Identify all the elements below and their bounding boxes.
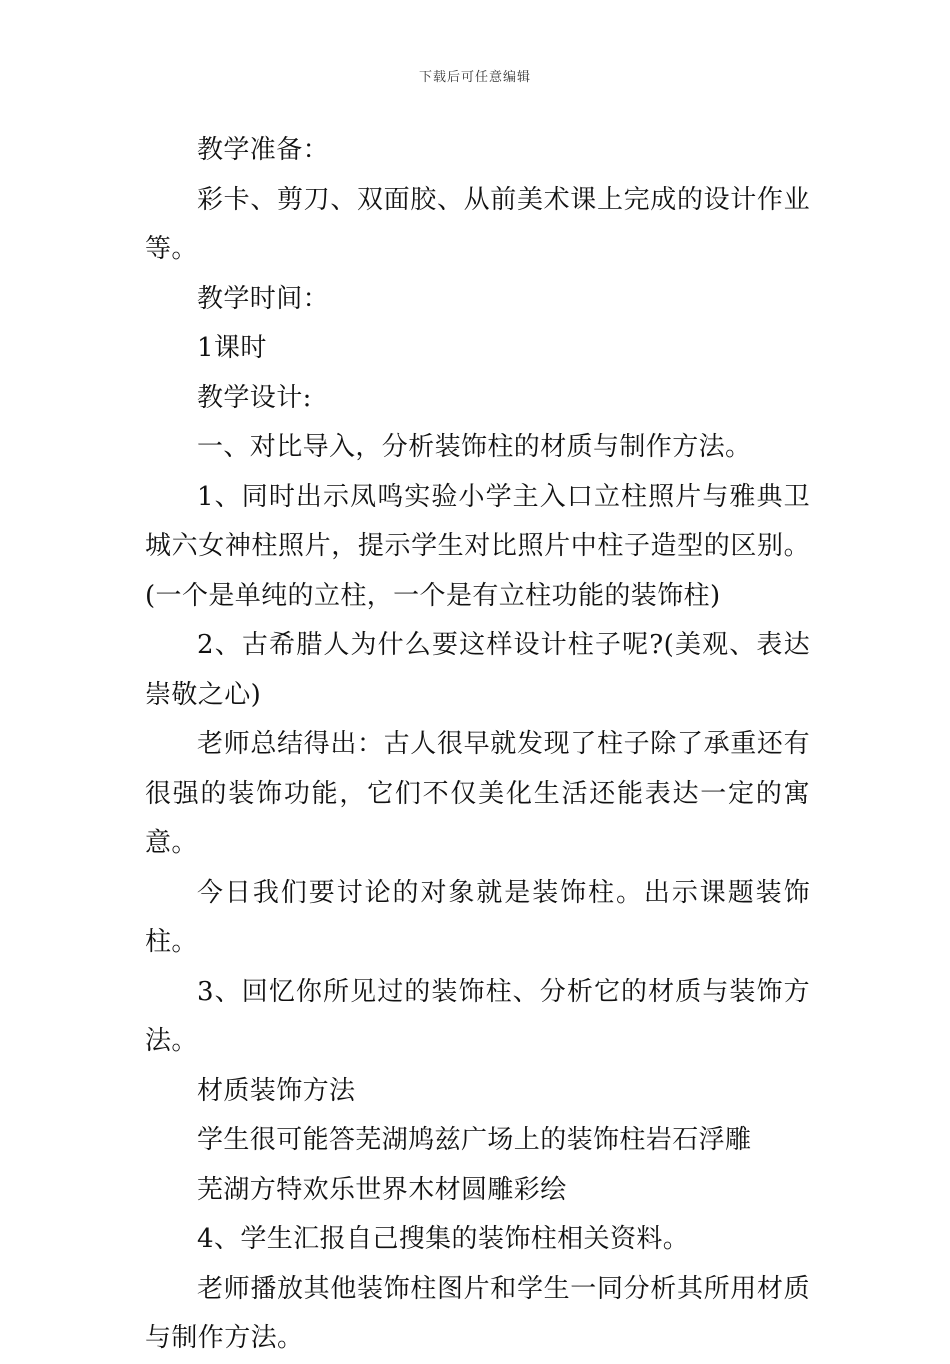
paragraph: 老师总结得出：古人很早就发现了柱子除了承重还有很强的装饰功能，它们不仅美化生活还能表达一定的寓意。 xyxy=(145,729,810,858)
paragraph: 2、古希腊人为什么要这样设计柱子呢?(美观、表达崇敬之心) xyxy=(145,630,810,710)
paragraph: 3、回忆你所见过的装饰柱、分析它的材质与装饰方法。 xyxy=(145,976,810,1056)
paragraph: 1课时 xyxy=(197,333,267,363)
paragraph: 彩卡、剪刀、双面胶、从前美术课上完成的设计作业等。 xyxy=(145,184,810,264)
paragraph: 1、同时出示凤鸣实验小学主入口立柱照片与雅典卫城六女神柱照片，提示学生对比照片中柱子造型的区别。(一个是单纯的立柱，一个是有立柱功能的装饰柱) xyxy=(145,481,810,611)
paragraph: 芜湖方特欢乐世界木材圆雕彩绘 xyxy=(197,1174,567,1205)
paragraph: 教学设计: xyxy=(197,382,312,413)
paragraph: 一、对比导入，分析装饰柱的材质与制作方法。 xyxy=(197,432,752,462)
paragraph: 老师播放其他装饰柱图片和学生一同分析其所用材质与制作方法。 xyxy=(145,1273,810,1353)
document-body xyxy=(145,126,810,1364)
header-note: 下载后可任意编辑 xyxy=(418,70,531,85)
paragraph: 教学时间： xyxy=(197,283,330,314)
paragraph: 学生很可能答芜湖鸠兹广场上的装饰柱岩石浮雕 xyxy=(197,1125,752,1155)
paragraph: 4、学生汇报自己搜集的装饰柱相关资料。 xyxy=(197,1224,690,1254)
paragraph: 今日我们要讨论的对象就是装饰柱。出示课题装饰柱。 xyxy=(145,877,810,957)
paragraph: 材质装饰方法 xyxy=(197,1075,356,1106)
paragraph: 教学准备： xyxy=(197,135,330,165)
